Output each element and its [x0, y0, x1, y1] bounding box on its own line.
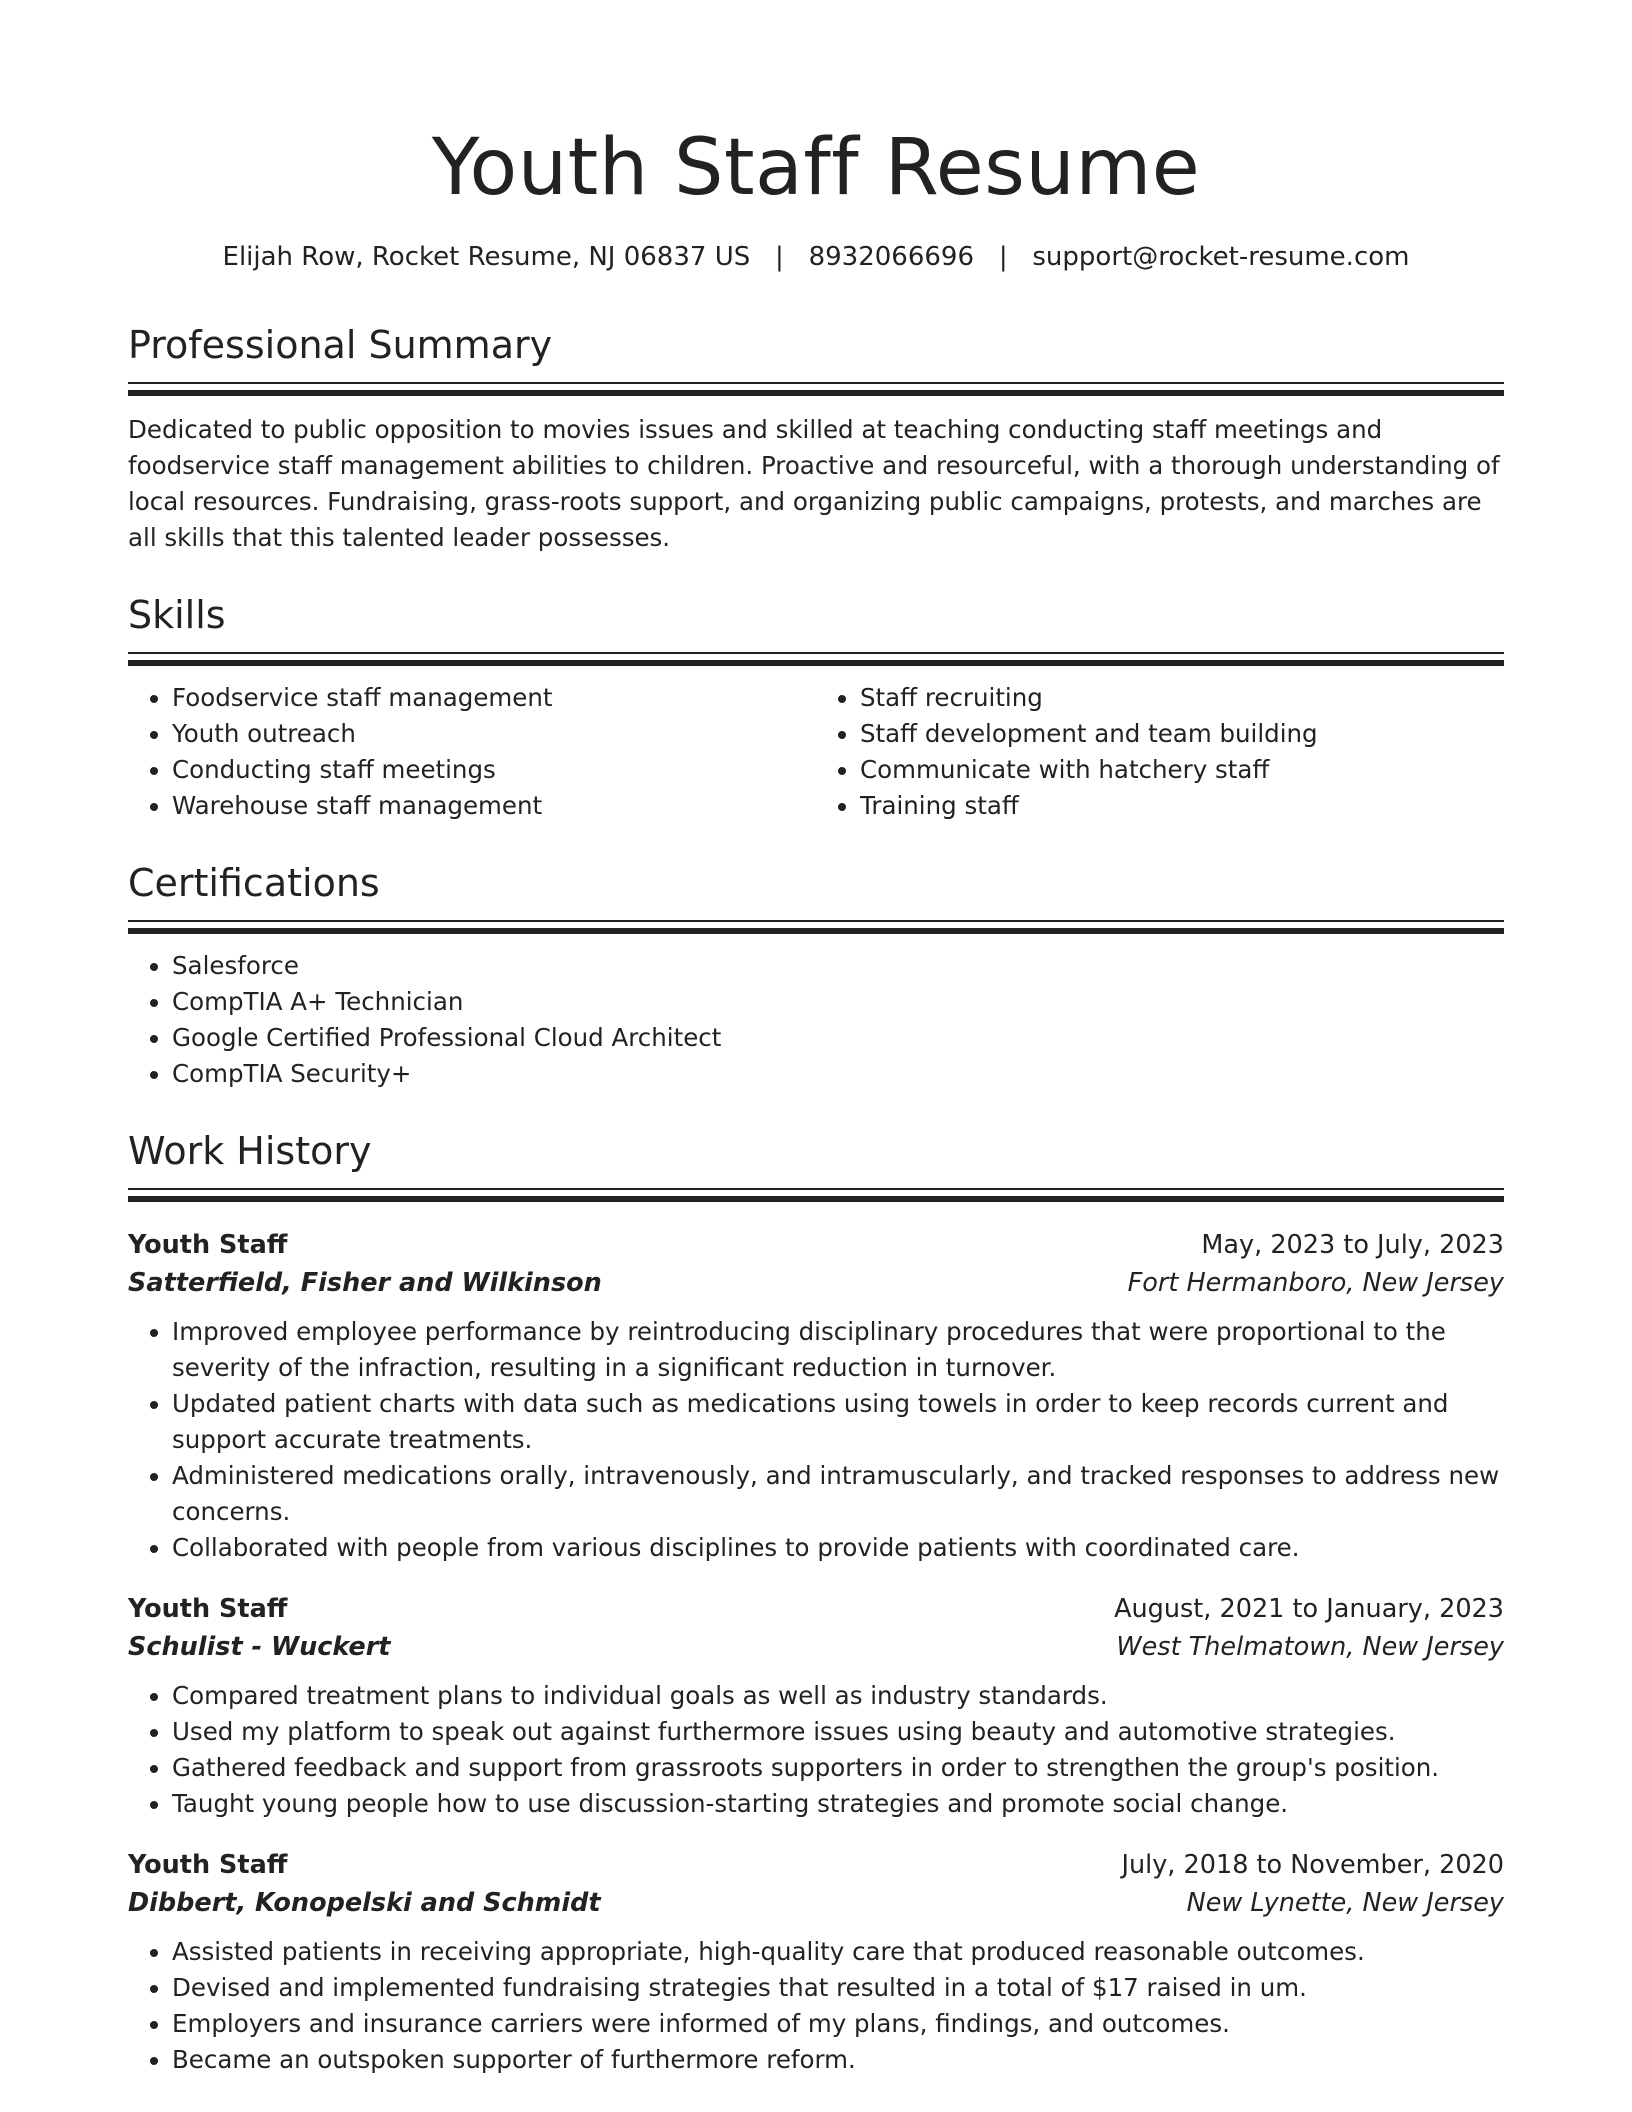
- skill-item: • Staff development and team building: [860, 716, 1504, 752]
- skill-item: • Training staff: [860, 788, 1504, 824]
- section-rule: [128, 1188, 1504, 1202]
- job-entry: [128, 1590, 1504, 1822]
- certification-item: • Salesforce: [172, 948, 1504, 984]
- job-bullet: • Used my platform to speak out against furthermore issues using beauty and automotive strategies.: [172, 1714, 1504, 1750]
- contact-address: Elijah Row, Rocket Resume, NJ 06837 US: [222, 242, 751, 272]
- job-title: Youth Staff: [128, 1230, 288, 1260]
- summary-section: [128, 320, 1504, 556]
- job-bullet: • Became an outspoken supporter of furthermore reform.: [172, 2042, 1504, 2078]
- job-bullet: • Employers and insurance carriers were informed of my plans, findings, and outcomes.: [172, 2006, 1504, 2042]
- job-title: Youth Staff: [128, 1850, 288, 1880]
- section-rule: [128, 652, 1504, 666]
- job-bullet: • Devised and implemented fundraising strategies that resulted in a total of $17 raised in um.: [172, 1970, 1504, 2006]
- skills-list-left: [128, 680, 816, 824]
- job-bullet: • Collaborated with people from various disciplines to provide patients with coordinated care.: [172, 1530, 1504, 1566]
- job-bullets: [128, 1678, 1504, 1822]
- contact-separator: |: [998, 242, 1008, 272]
- section-heading: Skills: [128, 593, 226, 637]
- job-bullets: [128, 1934, 1504, 2078]
- job-location: Fort Hermanboro, New Jersey: [1127, 1268, 1504, 1298]
- skill-item: • Warehouse staff management: [172, 788, 816, 824]
- section-heading: Work History: [128, 1129, 372, 1173]
- job-bullet: • Administered medications orally, intravenously, and intramuscularly, and tracked responses to address new concerns.: [172, 1458, 1504, 1530]
- job-bullet: • Gathered feedback and support from grassroots supporters in order to strengthen the group's position.: [172, 1750, 1504, 1786]
- job-entry: [128, 1846, 1504, 2078]
- job-dates: August, 2021 to January, 2023: [1114, 1594, 1504, 1624]
- job-bullet: • Assisted patients in receiving appropriate, high-quality care that produced reasonable outcomes.: [172, 1934, 1504, 1970]
- skills-section: [128, 590, 1504, 824]
- job-company: Dibbert, Konopelski and Schmidt: [128, 1888, 601, 1918]
- section-heading: Professional Summary: [128, 323, 553, 367]
- skills-columns: [128, 680, 1504, 824]
- skill-item: • Staff recruiting: [860, 680, 1504, 716]
- job-bullet: • Taught young people how to use discussion-starting strategies and promote social change.: [172, 1786, 1504, 1822]
- job-location: West Thelmatown, New Jersey: [1116, 1632, 1504, 1662]
- skill-item: • Communicate with hatchery staff: [860, 752, 1504, 788]
- job-title: Youth Staff: [128, 1594, 288, 1624]
- resume-page: [128, 0, 1504, 2078]
- certification-item: • CompTIA Security+: [172, 1056, 1504, 1092]
- job-bullet: • Updated patient charts with data such as medications using towels in order to keep records current and support accurate treatments.: [172, 1386, 1504, 1458]
- job-dates: July, 2018 to November, 2020: [1121, 1850, 1504, 1880]
- skills-list-right: [816, 680, 1504, 824]
- skill-item: • Foodservice staff management: [172, 680, 816, 716]
- certification-item: • CompTIA A+ Technician: [172, 984, 1504, 1020]
- resume-title: Youth Staff Resume: [431, 123, 1201, 213]
- summary-text: Dedicated to public opposition to movies issues and skilled at teaching conducting staff meetings and foodservice staff management abilities to children. Proactive and resourceful, with a thorough understanding of local resources. Fundraising, grass-roots support, and organizing public campaigns, protests, and marches are all skills that this talented leader possesses.: [128, 415, 1500, 552]
- certifications-section: [128, 858, 1504, 1092]
- work-history-section: [128, 1126, 1504, 2078]
- contact-phone: 8932066696: [808, 242, 975, 272]
- certifications-list: [128, 948, 1504, 1092]
- job-bullets: [128, 1314, 1504, 1566]
- section-heading: Certifications: [128, 861, 380, 905]
- job-bullet: • Improved employee performance by reintroducing disciplinary procedures that were proportional to the severity of the infraction, resulting in a significant reduction in turnover.: [172, 1314, 1504, 1386]
- skill-item: • Conducting staff meetings: [172, 752, 816, 788]
- job-company: Schulist - Wuckert: [128, 1632, 391, 1662]
- job-entry: [128, 1226, 1504, 1566]
- job-company: Satterfield, Fisher and Wilkinson: [128, 1268, 602, 1298]
- job-bullet: • Compared treatment plans to individual goals as well as industry standards.: [172, 1678, 1504, 1714]
- contact-line: [128, 240, 1504, 274]
- contact-separator: |: [775, 242, 784, 272]
- section-rule: [128, 920, 1504, 934]
- skill-item: • Youth outreach: [172, 716, 816, 752]
- job-location: New Lynette, New Jersey: [1186, 1888, 1504, 1918]
- contact-email: support@rocket-resume.com: [1032, 242, 1410, 272]
- section-rule: [128, 382, 1504, 396]
- certification-item: • Google Certified Professional Cloud Architect: [172, 1020, 1504, 1056]
- job-dates: May, 2023 to July, 2023: [1201, 1230, 1504, 1260]
